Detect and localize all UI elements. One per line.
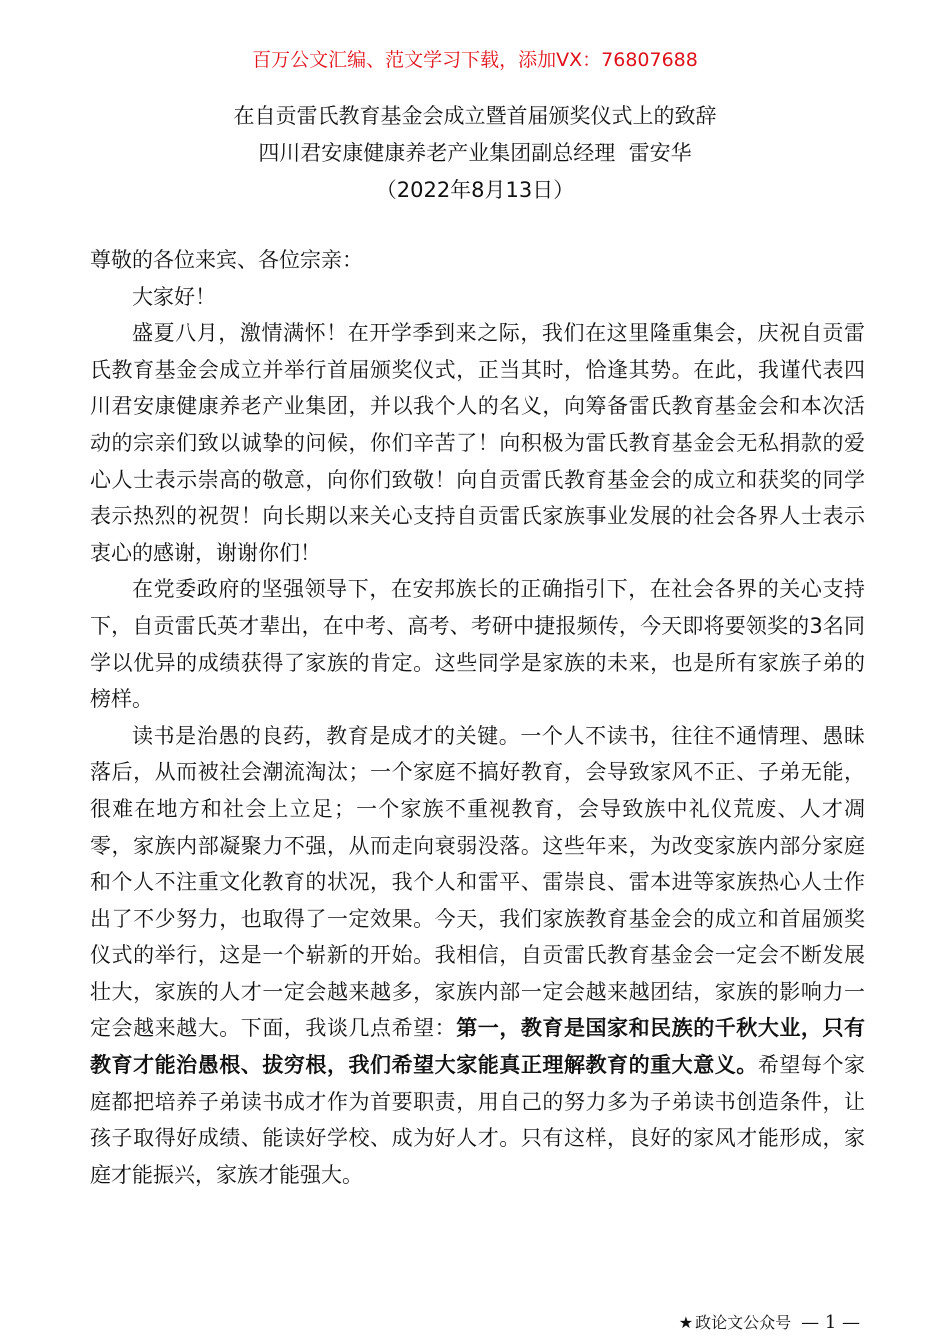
star-icon: ★ [678, 1313, 694, 1332]
watermark-banner: 百万公文汇编、范文学习下载，添加VX：76807688 [252, 49, 698, 71]
footer-source: 政论文公众号 [695, 1313, 792, 1332]
speech-title: 在自贡雷氏教育基金会成立暨首届颁奖仪式上的致辞 [233, 104, 717, 128]
paragraph-3-emphasis: 第一，教育是国家和民族的千秋大业，只有教育才能治愚根、拔穷根，我们希望大家能真正理解教育的重大意义。 [90, 1016, 866, 1078]
page-number: — 1 — [801, 1312, 860, 1333]
paragraph-3-tail: 希望每个家庭都把培养子弟读书成才作为首要职责，用自己的努力多为子弟读书创造条件，让孩子取得好成绩、能读好学校、成为好人才。只有这样，良好的家风才能形成，家庭才能振兴，家族才能强大。 [90, 1053, 865, 1187]
document-title-block [0, 98, 950, 209]
paragraph-3-lead: 读书是治愚的良药，教育是成才的关键。一个人不读书，往往不通情理、愚昧落后，从而被社会潮流淘汰；一个家庭不搞好教育，会导致家风不正、子弟无能，很难在地方和社会上立足；一个家族不重视教育，会导致族中礼仪荒废、人才凋零，家族内部凝聚力不强，从而走向衰弱没落。这些年来，为改变家族内部分家庭和个人不注重文化教育的状况，我个人和雷平、雷崇良、雷本进等家族热心人士作出了不少努力，也取得了一定效果。今天，我们家族教育基金会的成立和首届颁奖仪式的举行，这是一个崭新的开始。我相信，自贡雷氏教育基金会一定会不断发展壮大，家族的人才一定会越来越多，家族内部一定会越来越团结，家族的影响力一定会越来越大。下面，我谈几点希望： [90, 723, 865, 1041]
page-footer [600, 1312, 860, 1334]
speech-date: （2022年8月13日） [375, 178, 575, 202]
greeting: 大家好！ [132, 284, 216, 309]
salutation: 尊敬的各位来宾、各位宗亲： [90, 248, 363, 272]
paragraph-3 [90, 718, 865, 1194]
paragraph-1: 盛夏八月，激情满怀！在开学季到来之际，我们在这里隆重集会，庆祝自贡雷氏教育基金会成立并举行首届颁奖仪式，正当其时，恰逢其势。在此，我谨代表四川君安康健康养老产业集团，并以我个人的名义，向筹备雷氏教育基金会和本次活动的宗亲们致以诚挚的问候，你们辛苦了！向积极为雷氏教育基金会无私捐款的爱心人士表示崇高的敬意，向你们致敬！向自贡雷氏教育基金会的成立和获奖的同学表示热烈的祝贺！向长期以来关心支持自贡雷氏家族事业发展的社会各界人士表示衷心的感谢，谢谢你们！ [90, 321, 865, 565]
paragraph-2: 在党委政府的坚强领导下，在安邦族长的正确指引下，在社会各界的关心支持下，自贡雷氏英才辈出，在中考、高考、考研中捷报频传，今天即将要领奖的3名同学以优异的成绩获得了家族的肯定。这些同学是家族的未来，也是所有家族子弟的榜样。 [90, 577, 865, 712]
document-body [90, 242, 865, 1193]
speaker-line: 四川君安康健康养老产业集团副总经理 雷安华 [258, 141, 692, 165]
